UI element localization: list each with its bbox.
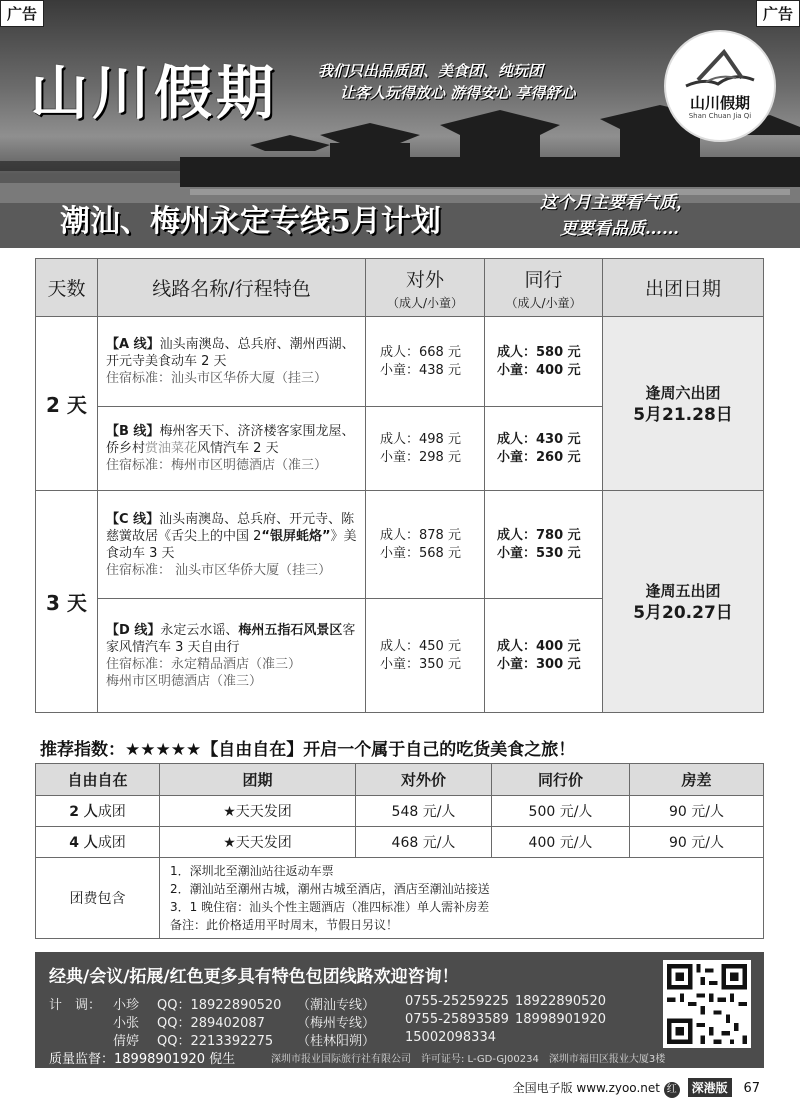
peer-price-b (485, 407, 603, 491)
group-single-supplement: 90 元/人 (630, 796, 764, 827)
includes-note: 备注：此价格适用平时周末，节假日另议！ (170, 918, 399, 932)
departure-dates: 5月21.28日 (633, 404, 733, 425)
tagline-line-2: 更要看品质…… (560, 219, 679, 239)
includes-list (160, 858, 764, 939)
departure-rule: 逢周六出团 (645, 383, 721, 402)
route-d (98, 599, 366, 713)
peer-child: 小童：260 元 (497, 449, 581, 465)
contact-key: 计 调： (49, 998, 102, 1013)
route-stay-2: 梅州市区明德酒店（准三） (106, 673, 263, 689)
route-desc: 梅州客天下、济济楼客家围龙屋、侨乡村 (106, 424, 355, 456)
rec-header-public: 对外价 (356, 764, 492, 796)
includes-item: 2．潮汕站至潮州古城，潮州古城至酒店，酒店至潮汕站接送 (170, 882, 490, 896)
route-code: 【A 线】 (106, 337, 160, 352)
departure-dates: 5月20.27日 (633, 602, 733, 623)
route-price-table (35, 258, 764, 713)
header-departure: 出团日期 (603, 259, 764, 317)
group-public-price: 468 元/人 (356, 827, 492, 858)
header-public-label: 对外 (405, 268, 444, 291)
route-stay: 住宿标准：汕头市区华侨大厦（挂三） (106, 371, 328, 386)
slogan-line-1: 我们只出品质团、美食团、纯玩团 (318, 62, 544, 80)
route-desc: 永定云水谣、 (160, 622, 239, 638)
public-adult: 成人：498 元 (380, 431, 461, 447)
public-child: 小童：438 元 (380, 362, 461, 378)
logo-text: 山川假期 (689, 94, 750, 112)
table-row (36, 491, 764, 599)
group-peer-price: 400 元/人 (492, 827, 630, 858)
contact-row (35, 994, 645, 1013)
days-2: 2 天 (36, 317, 98, 491)
contact-name: 小珍 (113, 998, 140, 1013)
peer-adult: 成人：430 元 (497, 431, 581, 447)
qr-code-icon[interactable] (663, 960, 751, 1048)
contact-route: （潮汕专线） (297, 998, 376, 1013)
route-desc: 汕头南澳岛、总兵府、潮州西湖、开元寺美食动车 2 天 (106, 337, 355, 369)
red-badge-icon: 红 (664, 1082, 680, 1098)
header-public-price (366, 259, 485, 317)
group-period: ★天天发团 (160, 796, 356, 827)
public-adult: 成人：450 元 (380, 638, 461, 654)
contact-qq: QQ：18922890520 (157, 998, 282, 1013)
edition-label: 深港版 (688, 1078, 732, 1097)
departure-3day (603, 491, 764, 713)
route-highlight: 梅州五指石风景区 (238, 622, 343, 638)
group-num: 4 人 (69, 835, 98, 851)
peer-child: 小童：530 元 (497, 545, 581, 561)
route-stay: 住宿标准：永定精品酒店（准三） (106, 656, 302, 672)
route-code: 【C 线】 (106, 511, 160, 527)
table-row (36, 827, 764, 858)
group-public-price: 548 元/人 (356, 796, 492, 827)
route-desc-end: 》美食动车 3 天 (106, 528, 357, 561)
group-peer-price: 500 元/人 (492, 796, 630, 827)
contact-route: （梅州专线） (297, 1016, 376, 1031)
peer-price-a (485, 317, 603, 407)
logo-subtext: Shan Chuan Jia Qi (688, 112, 752, 120)
route-stay: 住宿标准： 汕头市区华侨大厦（挂三） (106, 562, 332, 578)
public-adult: 成人：878 元 (380, 527, 461, 543)
tagline-line-1: 这个月主要看气质， (540, 193, 693, 213)
group-suffix: 成团 (97, 804, 126, 820)
public-adult: 成人：668 元 (380, 344, 461, 360)
route-highlight: “银屏蚝烙” (261, 528, 331, 544)
header-route: 线路名称/行程特色 (98, 259, 366, 317)
header-peer-sub: （成人/小童） (505, 295, 582, 310)
contact-name: 小张 (113, 1016, 140, 1031)
rec-header-group: 自由自在 (36, 764, 160, 796)
ad-tag-left: 广告 (0, 0, 44, 27)
brand-title: 山川假期 (30, 59, 279, 127)
departure-rule: 逢周五出团 (645, 581, 721, 600)
contact-route: （桂林阳朔） (297, 1034, 376, 1049)
brand-logo (664, 30, 776, 142)
rec-header-single: 房差 (630, 764, 764, 796)
group-size (36, 827, 160, 858)
contact-row (35, 1030, 645, 1049)
slogan-line-2: 让客人玩得放心 游得安心 享得舒心 (340, 84, 576, 102)
group-num: 2 人 (69, 804, 98, 820)
group-suffix: 成团 (97, 835, 126, 851)
contact-mobile: 18922890520 (515, 994, 606, 1009)
public-child: 小童：298 元 (380, 449, 461, 465)
group-period: ★天天发团 (160, 827, 356, 858)
peer-child: 小童：300 元 (497, 656, 581, 672)
contact-row (35, 1012, 645, 1031)
table-row (36, 317, 764, 407)
table-row (36, 858, 764, 939)
public-child: 小童：350 元 (380, 656, 461, 672)
days-3: 3 天 (36, 491, 98, 713)
route-code: 【D 线】 (106, 622, 161, 638)
table-header-row (36, 259, 764, 317)
contact-phone: 0755-25259225 (405, 994, 509, 1009)
quality-supervision: 质量监督：18998901920 倪生 (49, 1052, 236, 1067)
public-price-c (366, 491, 485, 599)
includes-label: 团费包含 (36, 858, 160, 939)
contact-phone: 15002098334 (405, 1030, 496, 1045)
recommend-title: 推荐指数：★★★★★【自由自在】开启一个属于自己的吃货美食之旅！ (40, 740, 576, 760)
header-days: 天数 (36, 259, 98, 317)
public-child: 小童：568 元 (380, 545, 461, 561)
contact-qq: QQ：289402087 (157, 1016, 265, 1031)
route-stay: 住宿标准：梅州市区明德酒店（准三） (106, 458, 328, 473)
ad-tag-right: 广告 (756, 0, 800, 27)
departure-2day (603, 317, 764, 491)
route-c (98, 491, 366, 599)
route-a (98, 317, 366, 407)
free-travel-table (35, 763, 764, 939)
site-url[interactable]: 全国电子版 www.zyoo.net (512, 1081, 660, 1095)
route-plan-title: 潮汕、梅州永定专线5月计划 (60, 204, 441, 239)
header-banner (0, 0, 800, 248)
contact-mobile: 18998901920 (515, 1012, 606, 1027)
rec-header-row (36, 764, 764, 796)
contact-phone: 0755-25893589 (405, 1012, 509, 1027)
includes-item: 3．1 晚住宿：汕头个性主题酒店（准四标准）单人需补房差 (170, 900, 490, 914)
table-row (36, 796, 764, 827)
rec-header-period: 团期 (160, 764, 356, 796)
mountain-logo-icon (684, 48, 756, 90)
route-desc-end: 风情汽车 2 天 (197, 441, 279, 456)
public-price-b (366, 407, 485, 491)
contact-name: 倩婷 (113, 1034, 140, 1049)
rec-header-peer: 同行价 (492, 764, 630, 796)
header-peer-label: 同行 (524, 268, 563, 291)
peer-adult: 成人：580 元 (497, 344, 581, 360)
footer-headline: 经典/会议/拓展/红色更多具有特色包团线路欢迎咨询！ (49, 967, 459, 987)
header-peer-price (485, 259, 603, 317)
route-desc-end: 客家风情汽车 3 天自由行 (106, 622, 356, 655)
peer-adult: 成人：400 元 (497, 638, 581, 654)
peer-price-d (485, 599, 603, 713)
route-b (98, 407, 366, 491)
peer-child: 小童：400 元 (497, 362, 581, 378)
route-code: 【B 线】 (106, 424, 160, 439)
group-single-supplement: 90 元/人 (630, 827, 764, 858)
page-footer (513, 1078, 760, 1098)
group-size (36, 796, 160, 827)
contact-qq: QQ：2213392275 (157, 1034, 274, 1049)
agency-info: 深圳市报业国际旅行社有限公司 许可证号: L-GD-GJ00234 深圳市福田区报业大厦3楼 (271, 1054, 666, 1065)
peer-adult: 成人：780 元 (497, 527, 581, 543)
header-public-sub: （成人/小童） (386, 295, 464, 310)
peer-price-c (485, 491, 603, 599)
route-highlight: 赏油菜花 (145, 441, 198, 456)
includes-item: 1．深圳北至潮汕站往返动车票 (170, 864, 334, 878)
contact-footer (35, 952, 764, 1068)
route-desc: 汕头南澳岛、总兵府、开元寺、陈慈黉故居《舌尖上的中国 2 (106, 511, 355, 544)
public-price-d (366, 599, 485, 713)
page-number: 67 (743, 1081, 760, 1096)
public-price-a (366, 317, 485, 407)
